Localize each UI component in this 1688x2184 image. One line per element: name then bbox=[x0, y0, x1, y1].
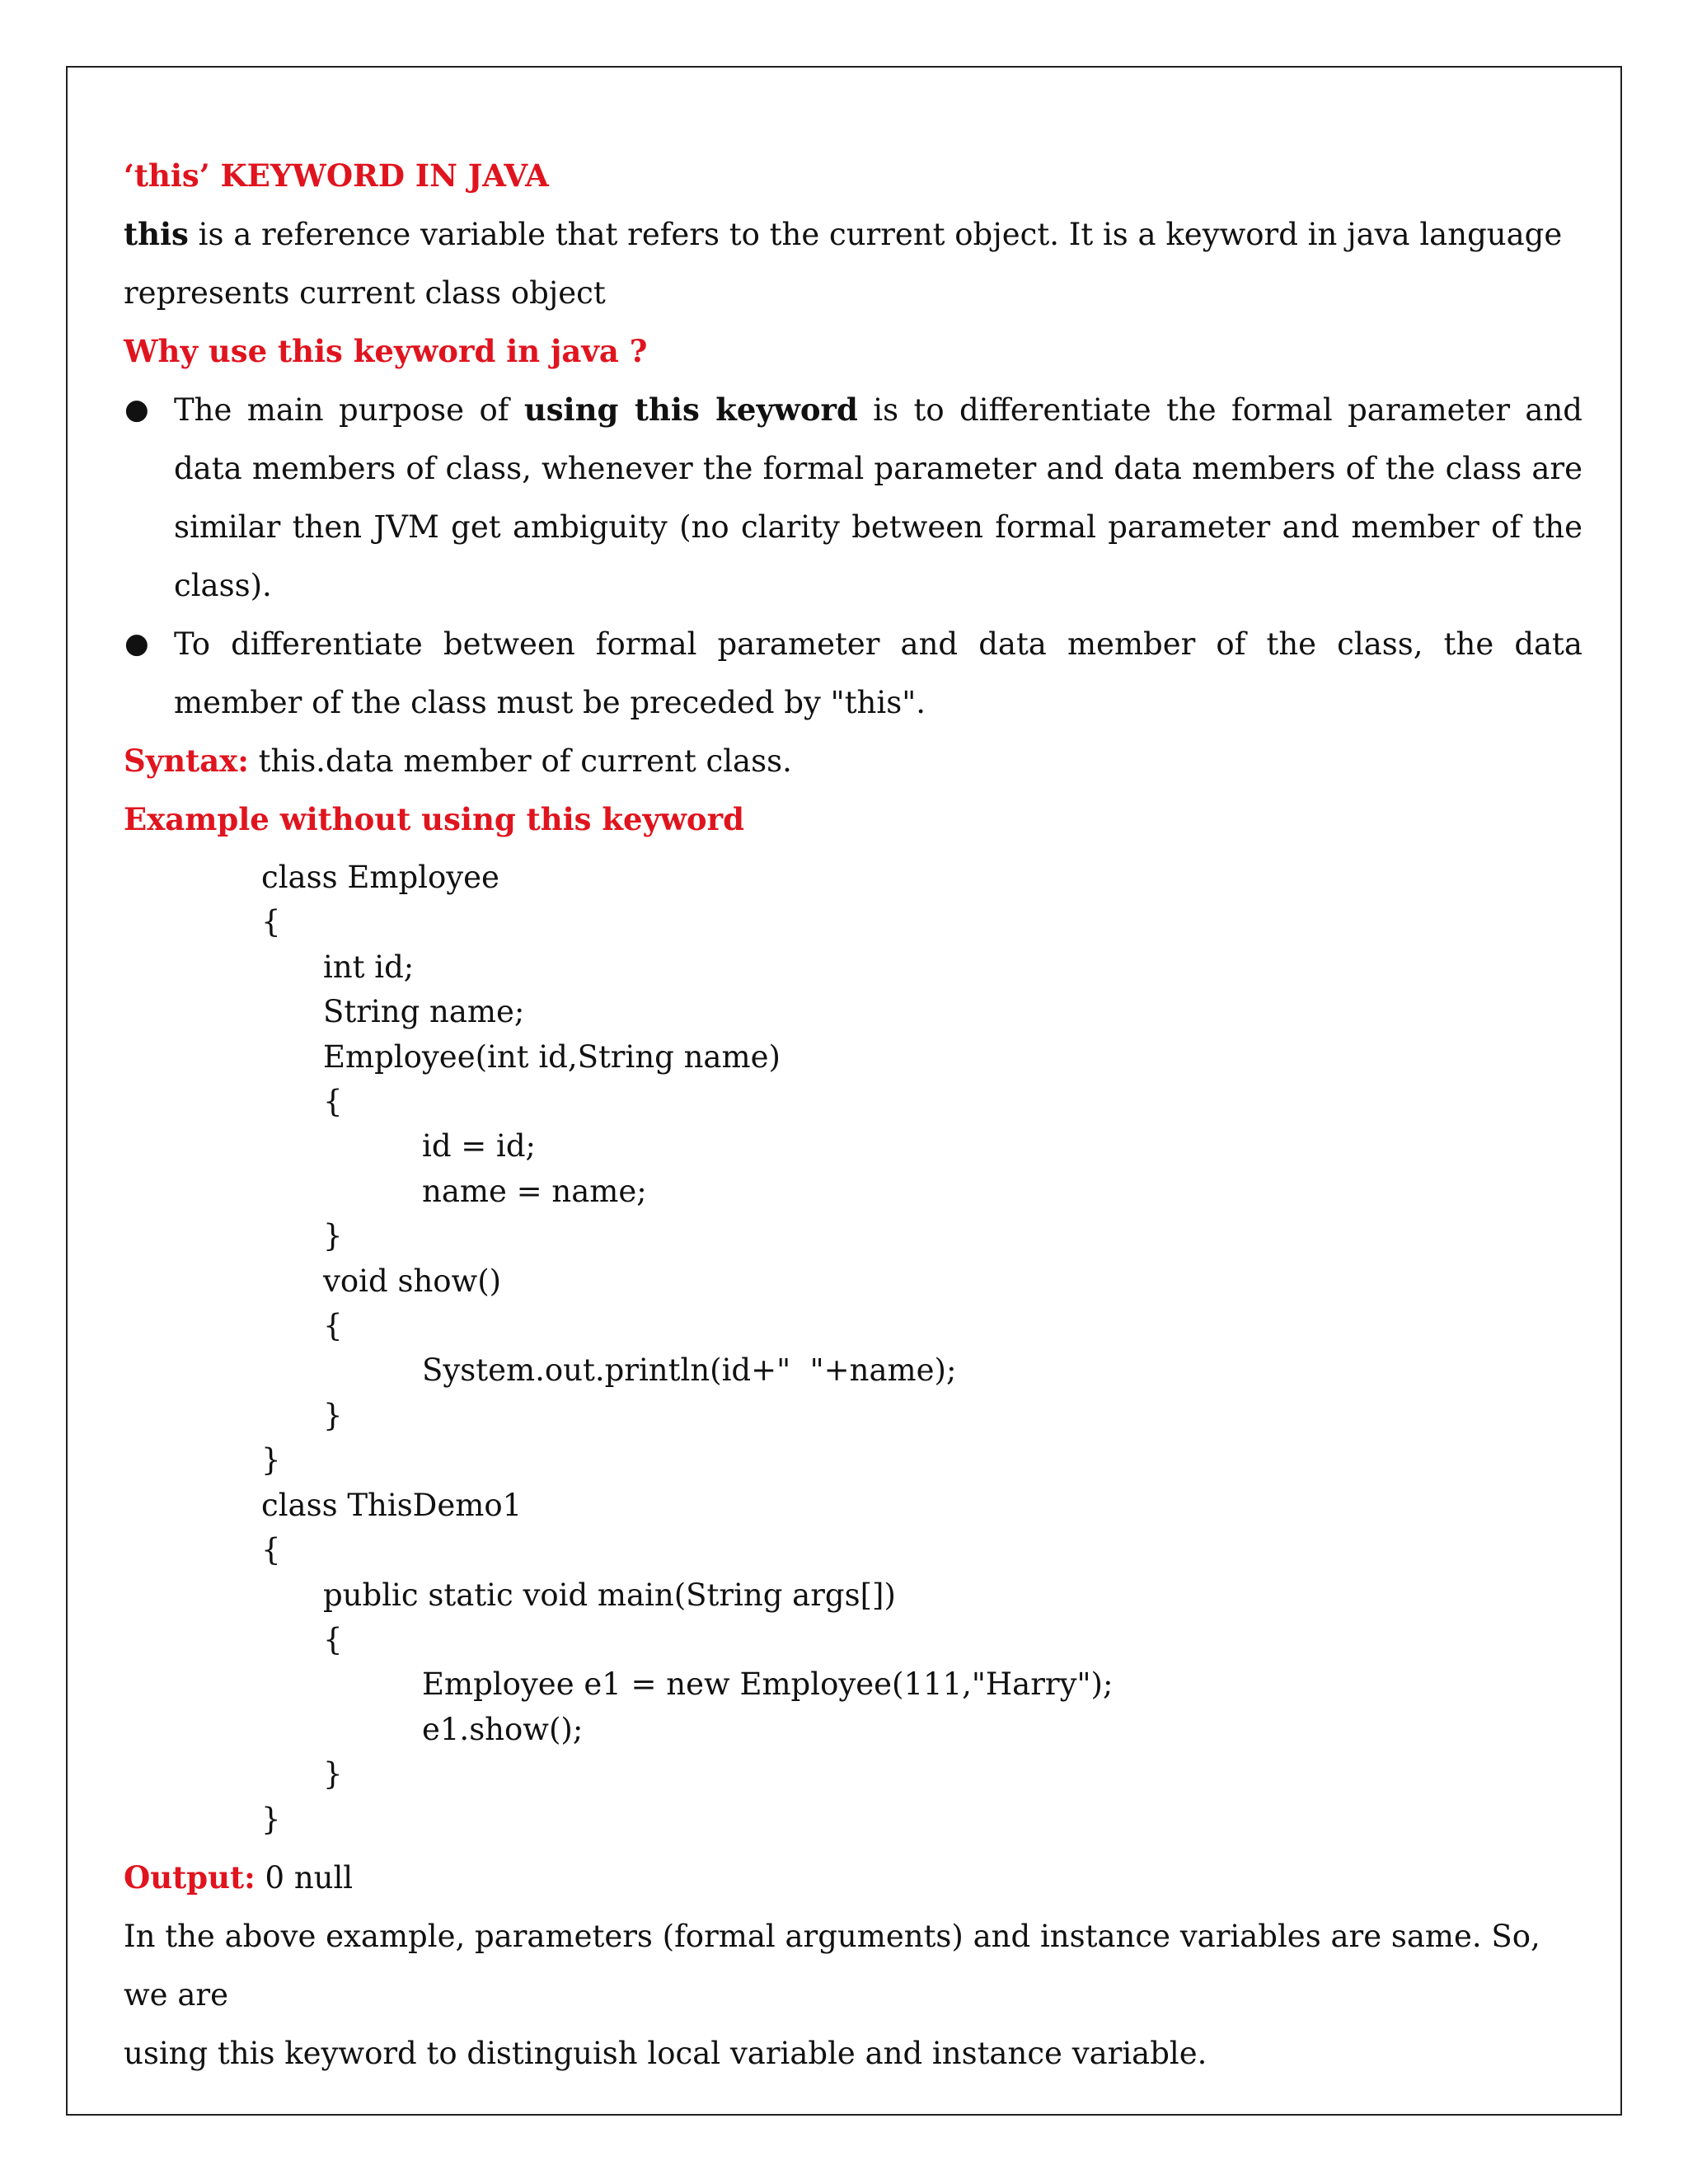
code-line: { bbox=[261, 904, 281, 940]
conclusion-line1: In the above example, parameters (formal arguments) and instance variables are same. So, we are bbox=[124, 1918, 1540, 2013]
code-line: } bbox=[261, 1801, 281, 1837]
output-line bbox=[124, 1849, 1582, 1907]
code-line: Employee e1 = new Employee(111,"Harry"); bbox=[422, 1666, 1114, 1703]
conclusion-line2: using this keyword to distinguish local variable and instance variable. bbox=[124, 2035, 1207, 2071]
conclusion-paragraph bbox=[124, 1907, 1582, 2083]
code-line: } bbox=[323, 1218, 343, 1254]
code-line: int id; bbox=[323, 949, 415, 985]
document-body bbox=[124, 147, 1582, 2083]
code-line: e1.show(); bbox=[422, 1711, 584, 1747]
code-line: System.out.println(id+" "+name); bbox=[422, 1352, 957, 1389]
bullet-1-before: The main purpose of bbox=[174, 392, 524, 428]
code-line: } bbox=[323, 1397, 343, 1433]
code-line: } bbox=[323, 1756, 343, 1793]
bullet-1-bold: using this keyword bbox=[523, 391, 858, 428]
output-text: 0 null bbox=[255, 1859, 354, 1896]
syntax-text: this.data member of current class. bbox=[248, 743, 792, 779]
code-line: String name; bbox=[323, 994, 525, 1030]
list-item bbox=[124, 381, 1582, 615]
code-line: { bbox=[261, 1532, 281, 1568]
page-title: ‘this’ KEYWORD IN JAVA bbox=[124, 157, 549, 194]
intro-bold-term: this bbox=[124, 216, 189, 252]
bullet-1-after: is to differentiate the formal parameter and data members of class, whenever the formal parameter and data members of the class are similar then JVM get ambiguity (no clarity between formal parameter and member of the class). bbox=[174, 392, 1582, 603]
bullet-icon: ● bbox=[124, 393, 149, 426]
code-line: { bbox=[323, 1621, 343, 1657]
bullet-list bbox=[124, 381, 1582, 732]
example-heading: Example without using this keyword bbox=[124, 801, 744, 837]
code-line: { bbox=[323, 1084, 343, 1120]
syntax-label: Syntax: bbox=[124, 743, 249, 779]
code-block bbox=[261, 849, 1582, 1849]
code-line: Employee(int id,String name) bbox=[323, 1038, 781, 1075]
code-line: id = id; bbox=[422, 1128, 537, 1165]
bullet-2-text: To differentiate between formal parameter and data member of the class, the data member of the class must be preceded by "this". bbox=[174, 626, 1582, 720]
syntax-line bbox=[124, 732, 1582, 790]
output-label: Output: bbox=[124, 1858, 256, 1896]
code-line: public static void main(String args[]) bbox=[323, 1577, 896, 1613]
code-line: void show() bbox=[323, 1263, 502, 1299]
list-item bbox=[124, 615, 1582, 732]
code-line: name = name; bbox=[422, 1173, 647, 1209]
intro-text-line1: is a reference variable that refers to the current object. It is a keyword in java language bbox=[188, 217, 1563, 252]
why-heading: Why use this keyword in java ? bbox=[124, 333, 648, 369]
intro-text-line2: represents current class object bbox=[124, 275, 606, 311]
code-line: class ThisDemo1 bbox=[261, 1487, 523, 1523]
bullet-icon: ● bbox=[124, 627, 149, 660]
code-line: { bbox=[323, 1308, 343, 1344]
intro-paragraph bbox=[124, 205, 1582, 322]
code-line: } bbox=[261, 1442, 281, 1479]
code-line: class Employee bbox=[261, 860, 499, 895]
